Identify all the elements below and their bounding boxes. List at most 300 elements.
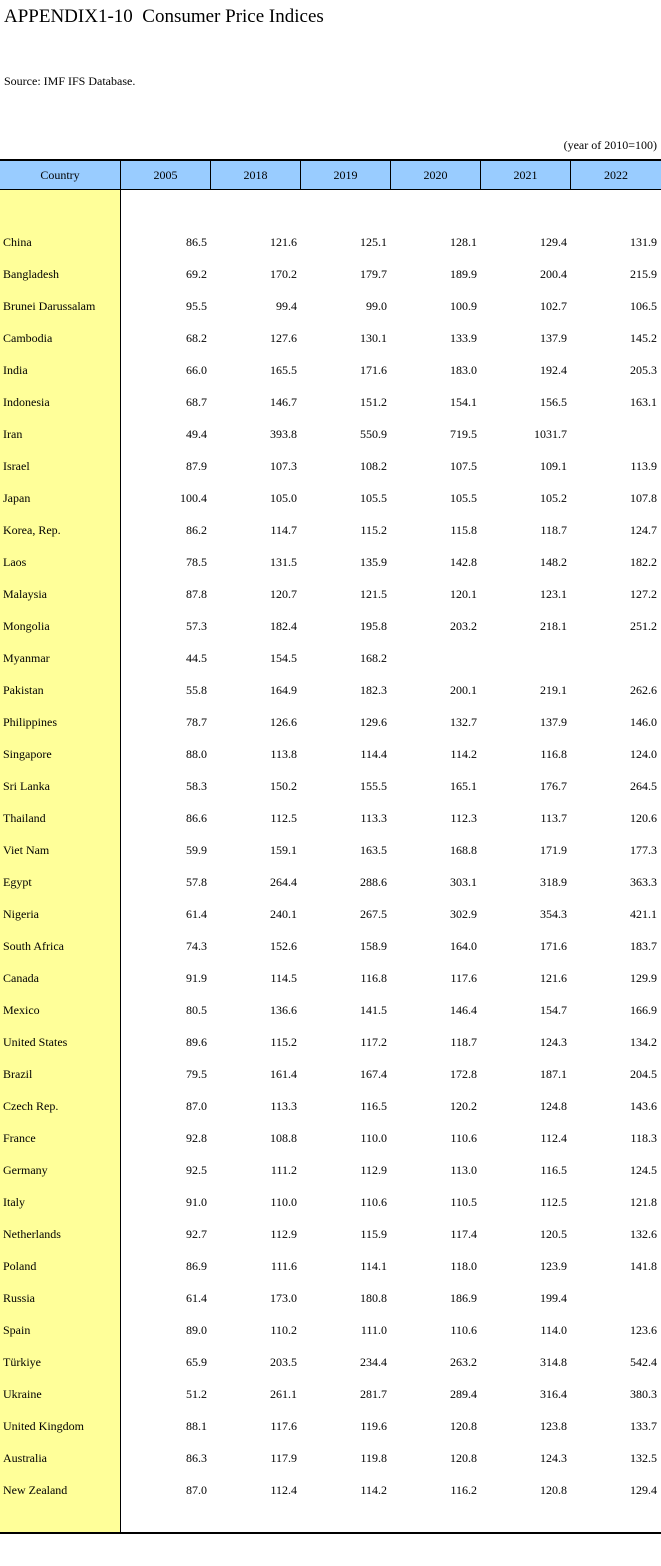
table-row [0,930,661,962]
value-cell-2019: 267.5 [360,906,387,921]
country-cell: United Kingdom [3,1418,84,1433]
table-row [0,1474,661,1506]
value-cell-2020: 113.0 [450,1162,477,1177]
value-cell-2021: 148.2 [540,554,567,569]
value-cell-2022: 363.3 [630,874,657,889]
value-cell-2018: 164.9 [270,682,297,697]
value-cell-2020: 128.1 [450,234,477,249]
country-cell: Netherlands [3,1226,61,1241]
value-cell-2021: 316.4 [540,1386,567,1401]
country-cell: Israel [3,458,30,473]
country-cell: Ukraine [3,1386,42,1401]
value-cell-2018: 127.6 [270,330,297,345]
value-cell-2020: 110.5 [450,1194,477,1209]
country-cell: Mongolia [3,618,50,633]
value-cell-2019: 167.4 [360,1066,387,1081]
table-row [0,1186,661,1218]
value-cell-2005: 87.9 [186,458,207,473]
value-cell-2019: 114.2 [360,1482,387,1497]
value-cell-2020: 189.9 [450,266,477,281]
value-cell-2021: 137.9 [540,330,567,345]
table-row [0,1346,661,1378]
table-row [0,898,661,930]
country-cell: Nigeria [3,906,39,921]
value-cell-2018: 112.5 [270,810,297,825]
value-cell-2018: 126.6 [270,714,297,729]
value-cell-2005: 65.9 [186,1354,207,1369]
country-cell: Indonesia [3,394,50,409]
value-cell-2021: 116.8 [540,746,567,761]
country-cell: Viet Nam [3,842,50,857]
value-cell-2018: 203.5 [270,1354,297,1369]
value-cell-2019: 114.1 [360,1258,387,1273]
value-cell-2022: 421.1 [630,906,657,921]
value-cell-2022: 166.9 [630,1002,657,1017]
table-header [0,161,661,189]
value-cell-2022: 118.3 [630,1130,657,1145]
value-cell-2021: 123.9 [540,1258,567,1273]
value-cell-2020: 120.2 [450,1098,477,1113]
value-cell-2018: 117.6 [270,1418,297,1433]
page-title: APPENDIX1-10 Consumer Price Indices [4,6,324,27]
value-cell-2005: 89.6 [186,1034,207,1049]
value-cell-2022: 380.3 [630,1386,657,1401]
table-row [0,1378,661,1410]
value-cell-2018: 107.3 [270,458,297,473]
value-cell-2020: 203.2 [450,618,477,633]
value-cell-2018: 261.1 [270,1386,297,1401]
value-cell-2018: 120.7 [270,586,297,601]
value-cell-2019: 168.2 [360,650,387,665]
value-cell-2021: 314.8 [540,1354,567,1369]
table-row [0,962,661,994]
value-cell-2022: 215.9 [630,266,657,281]
country-cell: Bangladesh [3,266,59,281]
value-cell-2020: 132.7 [450,714,477,729]
value-cell-2005: 92.7 [186,1226,207,1241]
value-cell-2018: 165.5 [270,362,297,377]
value-cell-2022: 163.1 [630,394,657,409]
value-cell-2021: 129.4 [540,234,567,249]
value-cell-2022: 107.8 [630,490,657,505]
header-2005: 2005 [120,161,210,189]
table-row [0,1410,661,1442]
table-row [0,1218,661,1250]
table-row [0,1090,661,1122]
value-cell-2022: 132.5 [630,1450,657,1465]
value-cell-2019: 111.0 [360,1322,387,1337]
value-cell-2022: 542.4 [630,1354,657,1369]
header-2018: 2018 [210,161,300,189]
value-cell-2020: 120.8 [450,1418,477,1433]
country-cell: Italy [3,1194,25,1209]
country-cell: China [3,234,32,249]
value-cell-2022: 183.7 [630,938,657,953]
value-cell-2021: 113.7 [540,810,567,825]
value-cell-2021: 192.4 [540,362,567,377]
value-cell-2022: 129.4 [630,1482,657,1497]
value-cell-2018: 110.0 [270,1194,297,1209]
value-cell-2021: 354.3 [540,906,567,921]
table-row [0,1282,661,1314]
value-cell-2018: 111.6 [270,1258,297,1273]
value-cell-2018: 161.4 [270,1066,297,1081]
value-cell-2005: 57.3 [186,618,207,633]
country-cell: Cambodia [3,330,53,345]
value-cell-2005: 55.8 [186,682,207,697]
value-cell-2019: 182.3 [360,682,387,697]
value-cell-2020: 114.2 [450,746,477,761]
value-cell-2021: 124.3 [540,1450,567,1465]
value-cell-2018: 115.2 [270,1034,297,1049]
value-cell-2019: 234.4 [360,1354,387,1369]
value-cell-2019: 171.6 [360,362,387,377]
table-row [0,802,661,834]
value-cell-2022: 131.9 [630,234,657,249]
value-cell-2022: 145.2 [630,330,657,345]
table-row [0,482,661,514]
country-cell: Laos [3,554,27,569]
value-cell-2018: 112.9 [270,1226,297,1241]
value-cell-2022: 141.8 [630,1258,657,1273]
country-cell: Brazil [3,1066,33,1081]
value-cell-2022: 124.7 [630,522,657,537]
value-cell-2020: 302.9 [450,906,477,921]
value-cell-2021: 156.5 [540,394,567,409]
country-cell: Russia [3,1290,36,1305]
value-cell-2019: 119.8 [360,1450,387,1465]
value-cell-2022: 177.3 [630,842,657,857]
table-bottom-rule [0,1532,661,1534]
value-cell-2022: 123.6 [630,1322,657,1337]
value-cell-2005: 95.5 [186,298,207,313]
table-row [0,866,661,898]
country-cell: Singapore [3,746,52,761]
table-row [0,450,661,482]
value-cell-2005: 88.1 [186,1418,207,1433]
value-cell-2021: 102.7 [540,298,567,313]
header-2021: 2021 [480,161,570,189]
value-cell-2019: 180.8 [360,1290,387,1305]
value-cell-2021: 176.7 [540,778,567,793]
value-cell-2022: 133.7 [630,1418,657,1433]
country-cell: Japan [3,490,31,505]
country-cell: Malaysia [3,586,47,601]
value-cell-2022: 132.6 [630,1226,657,1241]
table-row [0,770,661,802]
value-cell-2019: 550.9 [360,426,387,441]
country-cell: Pakistan [3,682,44,697]
value-cell-2021: 318.9 [540,874,567,889]
value-cell-2020: 303.1 [450,874,477,889]
table-row [0,706,661,738]
value-cell-2020: 289.4 [450,1386,477,1401]
value-cell-2005: 89.0 [186,1322,207,1337]
value-cell-2005: 86.3 [186,1450,207,1465]
value-cell-2005: 68.7 [186,394,207,409]
table-row [0,258,661,290]
value-cell-2022: 204.5 [630,1066,657,1081]
value-cell-2005: 49.4 [186,426,207,441]
table-row [0,546,661,578]
value-cell-2021: 112.4 [540,1130,567,1145]
value-cell-2018: 150.2 [270,778,297,793]
value-cell-2005: 86.2 [186,522,207,537]
country-cell: Egypt [3,874,32,889]
header-2019: 2019 [300,161,390,189]
value-cell-2005: 86.5 [186,234,207,249]
source-note: Source: IMF IFS Database. [4,74,136,88]
value-cell-2019: 163.5 [360,842,387,857]
value-cell-2022: 143.6 [630,1098,657,1113]
value-cell-2018: 154.5 [270,650,297,665]
value-cell-2019: 281.7 [360,1386,387,1401]
value-cell-2020: 142.8 [450,554,477,569]
country-cell: Poland [3,1258,37,1273]
value-cell-2018: 110.2 [270,1322,297,1337]
country-cell: France [3,1130,36,1145]
value-cell-2019: 117.2 [360,1034,387,1049]
country-cell: Czech Rep. [3,1098,59,1113]
value-cell-2005: 87.8 [186,586,207,601]
value-cell-2020: 110.6 [450,1322,477,1337]
value-cell-2018: 112.4 [270,1482,297,1497]
table-row [0,514,661,546]
value-cell-2020: 100.9 [450,298,477,313]
table-row [0,674,661,706]
table-row [0,994,661,1026]
value-cell-2021: 123.1 [540,586,567,601]
value-cell-2018: 240.1 [270,906,297,921]
value-cell-2022: 262.6 [630,682,657,697]
value-cell-2021: 171.9 [540,842,567,857]
unit-note: (year of 2010=100) [563,138,657,152]
value-cell-2005: 91.0 [186,1194,207,1209]
value-cell-2019: 99.0 [366,298,387,313]
value-cell-2021: 200.4 [540,266,567,281]
country-cell: Sri Lanka [3,778,50,793]
value-cell-2019: 155.5 [360,778,387,793]
value-cell-2020: 172.8 [450,1066,477,1081]
value-cell-2021: 219.1 [540,682,567,697]
value-cell-2020: 183.0 [450,362,477,377]
value-cell-2022: 106.5 [630,298,657,313]
value-cell-2021: 218.1 [540,618,567,633]
table-row [0,354,661,386]
header-2020: 2020 [390,161,480,189]
table-body [0,226,661,1506]
country-cell: Germany [3,1162,48,1177]
table-row [0,1314,661,1346]
value-cell-2022: 127.2 [630,586,657,601]
country-cell: Mexico [3,1002,40,1017]
value-cell-2019: 151.2 [360,394,387,409]
value-cell-2005: 92.8 [186,1130,207,1145]
value-cell-2021: 123.8 [540,1418,567,1433]
value-cell-2005: 61.4 [186,906,207,921]
value-cell-2005: 66.0 [186,362,207,377]
table-row [0,1250,661,1282]
table-row [0,738,661,770]
value-cell-2019: 105.5 [360,490,387,505]
value-cell-2019: 121.5 [360,586,387,601]
value-cell-2022: 129.9 [630,970,657,985]
value-cell-2018: 111.2 [270,1162,297,1177]
value-cell-2018: 108.8 [270,1130,297,1145]
value-cell-2022: 120.6 [630,810,657,825]
value-cell-2020: 154.1 [450,394,477,409]
table-row [0,418,661,450]
value-cell-2020: 165.1 [450,778,477,793]
table-row [0,1154,661,1186]
value-cell-2005: 78.7 [186,714,207,729]
value-cell-2019: 195.8 [360,618,387,633]
value-cell-2019: 112.9 [360,1162,387,1177]
value-cell-2020: 186.9 [450,1290,477,1305]
value-cell-2019: 113.3 [360,810,387,825]
country-cell: South Africa [3,938,64,953]
value-cell-2022: 146.0 [630,714,657,729]
value-cell-2020: 168.8 [450,842,477,857]
value-cell-2020: 116.2 [450,1482,477,1497]
value-cell-2022: 205.3 [630,362,657,377]
value-cell-2020: 107.5 [450,458,477,473]
value-cell-2005: 51.2 [186,1386,207,1401]
header-country: Country [40,168,80,182]
value-cell-2021: 116.5 [540,1162,567,1177]
value-cell-2021: 114.0 [540,1322,567,1337]
table-row [0,610,661,642]
value-cell-2005: 80.5 [186,1002,207,1017]
value-cell-2005: 91.9 [186,970,207,985]
value-cell-2019: 288.6 [360,874,387,889]
country-cell: Türkiye [3,1354,41,1369]
value-cell-2020: 118.0 [450,1258,477,1273]
value-cell-2020: 110.6 [450,1130,477,1145]
value-cell-2019: 141.5 [360,1002,387,1017]
value-cell-2018: 182.4 [270,618,297,633]
value-cell-2020: 120.1 [450,586,477,601]
value-cell-2021: 120.8 [540,1482,567,1497]
value-cell-2020: 115.8 [450,522,477,537]
table-row [0,1122,661,1154]
country-cell: India [3,362,28,377]
value-cell-2021: 112.5 [540,1194,567,1209]
value-cell-2018: 173.0 [270,1290,297,1305]
value-cell-2005: 61.4 [186,1290,207,1305]
value-cell-2021: 154.7 [540,1002,567,1017]
value-cell-2018: 113.8 [270,746,297,761]
value-cell-2005: 74.3 [186,938,207,953]
value-cell-2018: 146.7 [270,394,297,409]
value-cell-2005: 57.8 [186,874,207,889]
value-cell-2019: 116.5 [360,1098,387,1113]
table-row [0,642,661,674]
value-cell-2018: 152.6 [270,938,297,953]
value-cell-2005: 68.2 [186,330,207,345]
value-cell-2018: 114.5 [270,970,297,985]
country-cell: Thailand [3,810,46,825]
value-cell-2021: 124.8 [540,1098,567,1113]
country-cell: Myanmar [3,650,50,665]
table-row [0,834,661,866]
country-cell: Canada [3,970,39,985]
country-cell: Iran [3,426,23,441]
value-cell-2019: 116.8 [360,970,387,985]
cpi-table [0,159,661,1534]
value-cell-2019: 114.4 [360,746,387,761]
value-cell-2022: 134.2 [630,1034,657,1049]
value-cell-2019: 115.2 [360,522,387,537]
country-cell: Philippines [3,714,58,729]
value-cell-2018: 264.4 [270,874,297,889]
value-cell-2022: 251.2 [630,618,657,633]
value-cell-2018: 99.4 [276,298,297,313]
value-cell-2021: 1031.7 [534,426,567,441]
value-cell-2018: 159.1 [270,842,297,857]
value-cell-2020: 105.5 [450,490,477,505]
value-cell-2019: 135.9 [360,554,387,569]
value-cell-2018: 393.8 [270,426,297,441]
value-cell-2005: 87.0 [186,1098,207,1113]
value-cell-2005: 100.4 [180,490,207,505]
value-cell-2005: 58.3 [186,778,207,793]
value-cell-2005: 59.9 [186,842,207,857]
value-cell-2021: 187.1 [540,1066,567,1081]
country-cell: Korea, Rep. [3,522,61,537]
value-cell-2020: 719.5 [450,426,477,441]
value-cell-2018: 105.0 [270,490,297,505]
value-cell-2020: 146.4 [450,1002,477,1017]
value-cell-2019: 119.6 [360,1418,387,1433]
value-cell-2005: 88.0 [186,746,207,761]
value-cell-2020: 120.8 [450,1450,477,1465]
value-cell-2020: 200.1 [450,682,477,697]
table-row [0,578,661,610]
value-cell-2021: 199.4 [540,1290,567,1305]
value-cell-2021: 121.6 [540,970,567,985]
table-row [0,1026,661,1058]
value-cell-2019: 108.2 [360,458,387,473]
value-cell-2005: 86.9 [186,1258,207,1273]
table-row [0,226,661,258]
value-cell-2005: 78.5 [186,554,207,569]
value-cell-2019: 129.6 [360,714,387,729]
value-cell-2021: 137.9 [540,714,567,729]
value-cell-2005: 92.5 [186,1162,207,1177]
value-cell-2021: 124.3 [540,1034,567,1049]
country-cell: United States [3,1034,68,1049]
country-cell: Spain [3,1322,31,1337]
value-cell-2020: 164.0 [450,938,477,953]
country-cell: New Zealand [3,1482,68,1497]
value-cell-2005: 79.5 [186,1066,207,1081]
value-cell-2020: 133.9 [450,330,477,345]
header-2022: 2022 [570,161,661,189]
table-row [0,322,661,354]
country-cell: Australia [3,1450,47,1465]
value-cell-2018: 114.7 [270,522,297,537]
value-cell-2018: 170.2 [270,266,297,281]
value-cell-2019: 125.1 [360,234,387,249]
value-cell-2005: 69.2 [186,266,207,281]
value-cell-2005: 87.0 [186,1482,207,1497]
value-cell-2019: 110.0 [360,1130,387,1145]
value-cell-2018: 117.9 [270,1450,297,1465]
value-cell-2021: 171.6 [540,938,567,953]
value-cell-2022: 124.5 [630,1162,657,1177]
value-cell-2022: 121.8 [630,1194,657,1209]
